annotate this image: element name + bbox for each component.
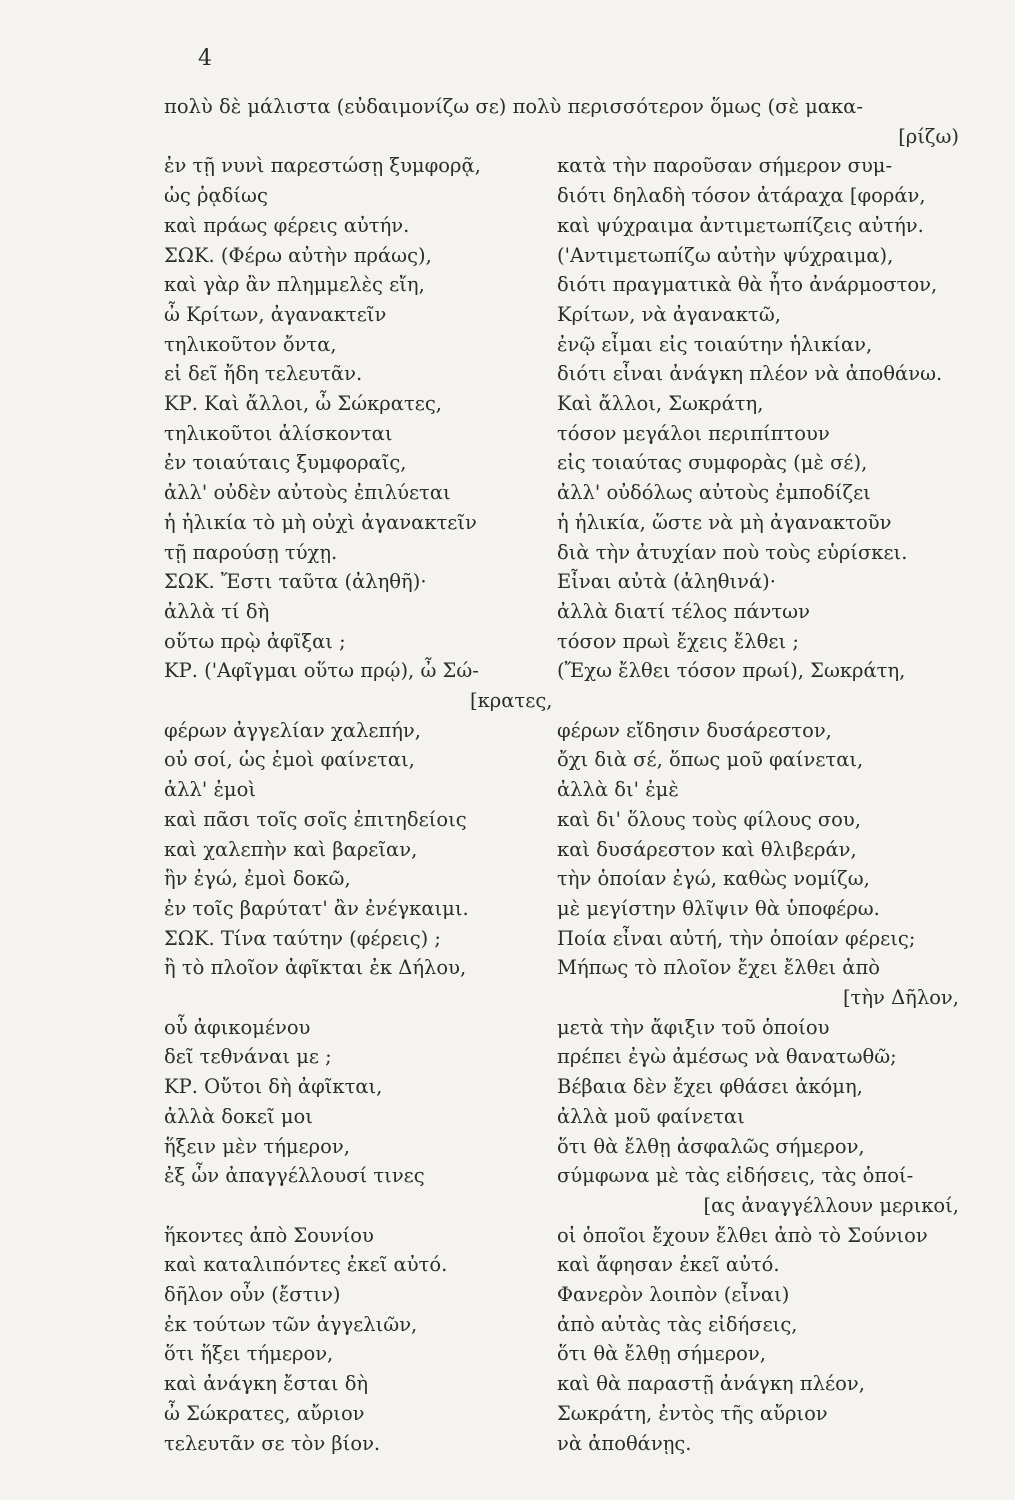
text-line bbox=[0, 1339, 1015, 1369]
text-line bbox=[0, 775, 1015, 805]
modern-greek-line: πρέπει ἐγὼ ἀμέσως νὰ θανατωθῶ; bbox=[557, 1045, 897, 1069]
text-line bbox=[0, 1132, 1015, 1162]
text-line bbox=[0, 953, 1015, 983]
text-line bbox=[0, 92, 1015, 122]
text-line bbox=[0, 1072, 1015, 1102]
ancient-greek-line: φέρων ἀγγελίαν χαλεπήν, bbox=[164, 718, 421, 742]
text-line bbox=[0, 567, 1015, 597]
modern-greek-line: καὶ δυσάρεστον καὶ θλιβεράν, bbox=[557, 837, 857, 861]
ancient-greek-line: ὅτι ἥξει τήμερον, bbox=[164, 1342, 334, 1366]
modern-greek-line: μὲ μεγίστην θλῖψιν θὰ ὑποφέρω. bbox=[557, 896, 880, 920]
ancient-greek-line: ἀλλ' ἐμοὶ bbox=[164, 778, 256, 802]
modern-greek-line: μετὰ τὴν ἄφιξιν τοῦ ὁποίου bbox=[557, 1015, 830, 1039]
text-line bbox=[0, 122, 1015, 152]
modern-greek-line: καὶ δι' ὅλους τοὺς φίλους σου, bbox=[557, 807, 861, 831]
text-line bbox=[0, 359, 1015, 389]
modern-greek-line: Βέβαια δὲν ἔχει φθάσει ἀκόμη, bbox=[557, 1075, 863, 1099]
ancient-greek-line: ἥκοντες ἀπὸ Σουνίου bbox=[164, 1223, 374, 1247]
continuation-fragment: [ας ἀναγγέλλουν μερικοί, bbox=[703, 1193, 959, 1217]
text-line bbox=[0, 1429, 1015, 1459]
ancient-greek-line: ὦ Σώκρατες, αὔριον bbox=[164, 1401, 365, 1425]
text-line bbox=[0, 270, 1015, 300]
modern-greek-line: ὄχι διὰ σέ, ὅπως μοῦ φαίνεται, bbox=[557, 748, 864, 772]
ancient-greek-line: καὶ πράως φέρεις αὐτήν. bbox=[164, 213, 410, 237]
modern-greek-line: ἀλλ' οὐδόλως αὐτοὺς ἐμποδίζει bbox=[557, 481, 871, 505]
modern-greek-line: ('Αντιμετωπίζω αὐτὴν ψύχραιμα), bbox=[557, 243, 894, 267]
text-line bbox=[0, 924, 1015, 954]
ancient-greek-line: ἀλλὰ δοκεῖ μοι bbox=[164, 1104, 313, 1128]
text-line bbox=[0, 983, 1015, 1013]
text-line bbox=[0, 894, 1015, 924]
ancient-greek-line: τηλικοῦτοι ἁλίσκονται bbox=[164, 421, 393, 445]
ancient-continuation-fragment: [κρατες, bbox=[470, 689, 553, 712]
text-line bbox=[0, 508, 1015, 538]
ancient-greek-line: τελευτᾶν σε τὸν βίον. bbox=[164, 1431, 381, 1455]
modern-greek-line: κατὰ τὴν παροῦσαν σήμερον συμ- bbox=[557, 154, 893, 178]
text-line bbox=[0, 835, 1015, 865]
ancient-greek-line: οὐ σοί, ὡς ἐμοὶ φαίνεται, bbox=[164, 748, 415, 772]
ancient-greek-line: εἰ δεῖ ἤδη τελευτᾶν. bbox=[164, 362, 363, 386]
text-line bbox=[0, 1310, 1015, 1340]
ancient-greek-line: οὕτω πρῲ ἀφῖξαι ; bbox=[164, 629, 346, 653]
modern-greek-line: ὅτι θὰ ἔλθῃ ἀσφαλῶς σήμερον, bbox=[557, 1134, 865, 1158]
modern-greek-line: καὶ θὰ παραστῇ ἀνάγκη πλέον, bbox=[557, 1372, 865, 1396]
ancient-greek-line: δεῖ τεθνάναι με ; bbox=[164, 1045, 332, 1069]
ancient-greek-line: ΣΩΚ. Τίνα ταύτην (φέρεις) ; bbox=[164, 926, 441, 950]
modern-greek-line: ἡ ἡλικία, ὥστε νὰ μὴ ἀγανακτοῦν bbox=[557, 510, 892, 534]
text-line bbox=[0, 478, 1015, 508]
text-line bbox=[0, 419, 1015, 449]
ancient-greek-line: ὡς ῥᾳδίως bbox=[164, 184, 268, 208]
text-line bbox=[0, 389, 1015, 419]
ancient-greek-line: ἐν τοιαύταις ξυμφοραῖς, bbox=[164, 451, 407, 475]
text-line bbox=[0, 686, 1015, 716]
modern-greek-line: νὰ ἀποθάνῃς. bbox=[557, 1431, 692, 1455]
modern-greek-line: ἀλλὰ μοῦ φαίνεται bbox=[557, 1104, 745, 1128]
modern-greek-line: διότι πραγματικὰ θὰ ἦτο ἀνάρμοστον, bbox=[557, 273, 938, 297]
text-line bbox=[0, 211, 1015, 241]
modern-greek-line: Καὶ ἄλλοι, Σωκράτη, bbox=[557, 392, 764, 415]
modern-greek-line: διότι δηλαδὴ τόσον ἀτάραχα [φοράν, bbox=[557, 184, 926, 208]
text-line bbox=[0, 656, 1015, 686]
ancient-greek-line: ἥξειν μὲν τήμερον, bbox=[164, 1134, 350, 1158]
continuation-fragment: [ρίζω) bbox=[898, 124, 959, 148]
ancient-greek-line: ὦ Κρίτων, ἀγανακτεῖν bbox=[164, 302, 387, 326]
modern-greek-line: καὶ ἄφησαν ἐκεῖ αὐτό. bbox=[557, 1253, 780, 1277]
modern-greek-line: (Ἔχω ἔλθει τόσον πρωί), Σωκράτη, bbox=[557, 659, 906, 683]
modern-greek-line: τὴν ὁποίαν ἐγώ, καθὼς νομίζω, bbox=[557, 867, 870, 891]
modern-greek-line: σύμφωνα μὲ τὰς εἰδήσεις, τὰς ὁποί- bbox=[557, 1164, 914, 1188]
ancient-greek-line: ἐν τῇ νυνὶ παρεστώσῃ ξυμφορᾷ, bbox=[164, 154, 481, 178]
modern-greek-line: Φανερὸν λοιπὸν (εἶναι) bbox=[557, 1283, 790, 1306]
text-line bbox=[0, 1102, 1015, 1132]
modern-greek-line: Εἶναι αὐτὰ (ἀληθινά)· bbox=[557, 570, 776, 594]
text-line bbox=[0, 745, 1015, 775]
text-line bbox=[0, 300, 1015, 330]
text-line bbox=[0, 181, 1015, 211]
modern-greek-line: Σωκράτη, ἐντὸς τῆς αὔριον bbox=[557, 1401, 828, 1425]
ancient-greek-line: ΚΡ. ('Αφῖγμαι οὕτω πρῴ), ὦ Σώ- bbox=[164, 659, 479, 683]
ancient-greek-line: δῆλον οὖν (ἔστιν) bbox=[164, 1283, 341, 1306]
ancient-greek-line: καὶ χαλεπὴν καὶ βαρεῖαν, bbox=[164, 837, 418, 861]
full-width-line: πολὺ δὲ μάλιστα (εὐδαιμονίζω σε) πολὺ περισσότερον ὅμως (σὲ μακα- bbox=[164, 95, 863, 118]
ancient-greek-line: τηλικοῦτον ὄντα, bbox=[164, 332, 337, 356]
ancient-greek-line: ἐκ τούτων τῶν ἀγγελιῶν, bbox=[164, 1312, 418, 1336]
text-line bbox=[0, 716, 1015, 746]
modern-greek-line: τόσον πρωὶ ἔχεις ἔλθει ; bbox=[557, 629, 799, 653]
ancient-greek-line: καὶ γὰρ ἂν πλημμελὲς εἴη, bbox=[164, 273, 425, 297]
text-line bbox=[0, 1191, 1015, 1221]
text-line bbox=[0, 597, 1015, 627]
ancient-greek-line: ἡ ἡλικία τὸ μὴ οὐχὶ ἀγανακτεῖν bbox=[164, 510, 477, 534]
text-line bbox=[0, 1161, 1015, 1191]
ancient-greek-line: καὶ καταλιπόντες ἐκεῖ αὐτό. bbox=[164, 1253, 448, 1277]
ancient-greek-line: καὶ ἀνάγκη ἔσται δὴ bbox=[164, 1372, 369, 1396]
ancient-greek-line: ἐν τοῖς βαρύτατ' ἂν ἐνέγκαιμι. bbox=[164, 896, 469, 920]
text-line bbox=[0, 864, 1015, 894]
ancient-greek-line: ἐξ ὧν ἀπαγγέλλουσί τινες bbox=[164, 1164, 425, 1188]
modern-greek-line: ἀλλὰ διατί τέλος πάντων bbox=[557, 599, 810, 623]
ancient-greek-line: καὶ πᾶσι τοῖς σοῖς ἐπιτηδείοις bbox=[164, 807, 467, 831]
modern-greek-line: ἐνῷ εἶμαι εἰς τοιαύτην ἡλικίαν, bbox=[557, 332, 873, 356]
modern-greek-line: οἱ ὁποῖοι ἔχουν ἔλθει ἀπὸ τὸ Σούνιον bbox=[557, 1223, 928, 1247]
ancient-greek-line: ἀλλ' οὐδὲν αὐτοὺς ἐπιλύεται bbox=[164, 481, 451, 505]
ancient-greek-line: ΚΡ. Καὶ ἄλλοι, ὦ Σώκρατες, bbox=[164, 392, 442, 415]
modern-greek-line: ἀλλὰ δι' ἐμὲ bbox=[557, 778, 679, 802]
text-line bbox=[0, 538, 1015, 568]
ancient-greek-line: ἀλλὰ τί δὴ bbox=[164, 599, 270, 623]
text-line bbox=[0, 1369, 1015, 1399]
text-line bbox=[0, 1250, 1015, 1280]
modern-greek-line: καὶ ψύχραιμα ἀντιμετωπίζεις αὐτήν. bbox=[557, 213, 924, 237]
modern-greek-line: διότι εἶναι ἀνάγκη πλέον νὰ ἀποθάνω. bbox=[557, 362, 943, 386]
continuation-fragment: [τὴν Δῆλον, bbox=[842, 986, 959, 1009]
modern-greek-line: τόσον μεγάλοι περιπίπτουν bbox=[557, 421, 830, 445]
text-line bbox=[0, 241, 1015, 271]
ancient-greek-line: οὗ ἀφικομένου bbox=[164, 1015, 311, 1039]
modern-greek-line: εἰς τοιαύτας συμφορὰς (μὲ σέ), bbox=[557, 451, 868, 475]
text-line bbox=[0, 627, 1015, 657]
ancient-greek-line: ἣν ἐγώ, ἐμοὶ δοκῶ, bbox=[164, 867, 351, 891]
text-line bbox=[0, 448, 1015, 478]
modern-greek-line: Ποία εἶναι αὐτή, τὴν ὁποίαν φέρεις; bbox=[557, 926, 916, 950]
text-line bbox=[0, 1280, 1015, 1310]
text-line bbox=[0, 151, 1015, 181]
ancient-greek-line: ΚΡ. Οὔτοι δὴ ἀφῖκται, bbox=[164, 1075, 383, 1099]
modern-greek-line: Κρίτων, νὰ ἀγανακτῶ, bbox=[557, 302, 781, 326]
modern-greek-line: ἀπὸ αὐτὰς τὰς εἰδήσεις, bbox=[557, 1312, 798, 1336]
text-line bbox=[0, 1399, 1015, 1429]
ancient-greek-line: ἢ τὸ πλοῖον ἀφῖκται ἐκ Δήλου, bbox=[164, 956, 467, 980]
ancient-greek-line: ΣΩΚ. Ἔστι ταῦτα (ἀληθῆ)· bbox=[164, 570, 427, 594]
ancient-greek-line: ΣΩΚ. (Φέρω αὐτὴν πράως), bbox=[164, 243, 432, 267]
text-line bbox=[0, 330, 1015, 360]
text-line bbox=[0, 805, 1015, 835]
ancient-greek-line: τῇ παρούσῃ τύχῃ. bbox=[164, 540, 338, 564]
text-line bbox=[0, 1221, 1015, 1251]
modern-greek-line: ὅτι θὰ ἔλθῃ σήμερον, bbox=[557, 1342, 766, 1366]
text-line bbox=[0, 1042, 1015, 1072]
text-line bbox=[0, 1013, 1015, 1043]
modern-greek-line: φέρων εἴδησιν δυσάρεστον, bbox=[557, 718, 832, 742]
modern-greek-line: διὰ τὴν ἀτυχίαν ποὺ τοὺς εὑρίσκει. bbox=[557, 540, 908, 564]
modern-greek-line: Μήπως τὸ πλοῖον ἔχει ἔλθει ἀπὸ bbox=[557, 956, 881, 980]
page-number: 4 bbox=[198, 46, 212, 71]
